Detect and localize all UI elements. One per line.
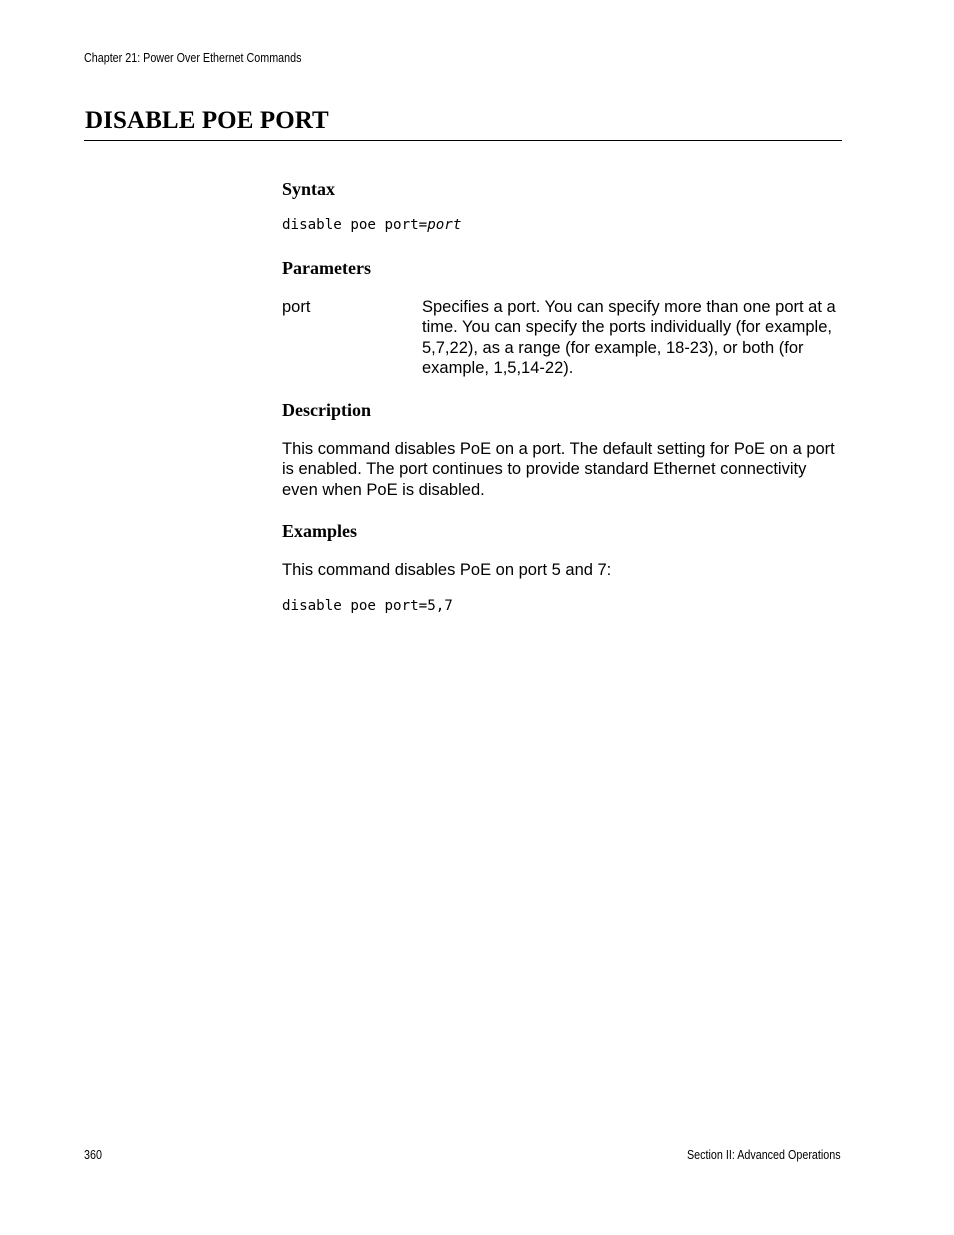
description-text: This command disables PoE on a port. The default setting for PoE on a port is enabled. The port continues to provide standard Ethernet connectivity even when PoE is disabled. bbox=[282, 440, 835, 499]
syntax-command-text: disable poe port= bbox=[282, 217, 428, 233]
section-footer: Section II: Advanced Operations bbox=[687, 1148, 841, 1162]
page-number: 360 bbox=[84, 1148, 102, 1162]
parameter-name: port bbox=[282, 298, 311, 316]
example-command: disable poe port=5,7 bbox=[282, 598, 453, 614]
parameter-description: Specifies a port. You can specify more than one port at a time. You can specify the ports individually (for example, 5,7,22), as a range (for example, 18-23), or both (for example, 1,5,14-22). bbox=[422, 298, 836, 377]
syntax-argument: port bbox=[427, 217, 462, 233]
running-header: Chapter 21: Power Over Ethernet Commands bbox=[84, 51, 302, 65]
syntax-heading: Syntax bbox=[282, 179, 336, 199]
parameters-heading: Parameters bbox=[282, 258, 371, 278]
example-text: This command disables PoE on port 5 and 7: bbox=[282, 561, 612, 579]
title-rule bbox=[84, 140, 842, 141]
description-heading: Description bbox=[282, 400, 371, 420]
page-title: DISABLE POE PORT bbox=[85, 107, 329, 134]
examples-heading: Examples bbox=[282, 521, 358, 541]
syntax-command bbox=[282, 217, 461, 233]
